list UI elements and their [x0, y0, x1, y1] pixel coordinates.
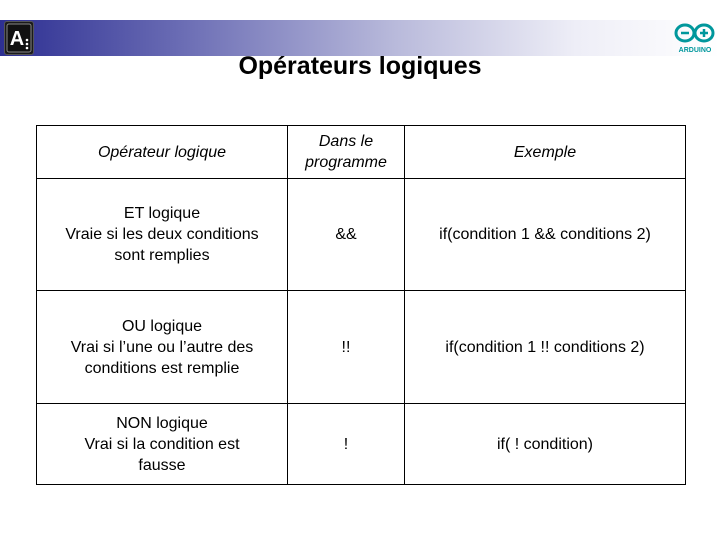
slide-title: Opérateurs logiques — [238, 52, 482, 80]
symbol-cell: ! — [288, 404, 405, 485]
header-in-program-line: Dans le — [318, 133, 374, 150]
table-row — [37, 179, 686, 291]
operator-cell — [37, 291, 288, 404]
symbol-cell: && — [288, 179, 405, 291]
operator-line: NON logique — [116, 414, 208, 432]
arduino-logo-text: ARDUINO — [678, 47, 712, 54]
header-in-program — [288, 126, 405, 179]
header-in-program-line: programme — [305, 154, 387, 171]
example-cell: if(condition 1 && conditions 2) — [405, 179, 686, 291]
table-row — [37, 291, 686, 404]
operator-cell — [37, 404, 288, 485]
header-bar — [0, 20, 720, 56]
header-example: Exemple — [405, 126, 686, 179]
operator-line: ET logique — [123, 205, 201, 222]
header-operator: Opérateur logique — [37, 126, 288, 179]
symbol-cell: !! — [288, 291, 405, 404]
operator-line: Vrai si l’une ou l’autre des — [70, 338, 254, 356]
operator-line: OU logique — [121, 317, 203, 335]
operator-line: conditions est remplie — [84, 359, 240, 377]
example-cell: if(condition 1 !! conditions 2) — [405, 291, 686, 404]
svg-text:A: A — [9, 28, 25, 50]
app-logo-icon — [4, 21, 34, 55]
example-cell: if( ! condition) — [405, 404, 686, 485]
operator-cell — [37, 179, 288, 291]
arduino-logo — [672, 20, 718, 56]
operator-line: Vrai si la condition est — [84, 435, 240, 453]
logical-operators-table — [36, 125, 686, 485]
operator-line: Vraie si les deux conditions — [65, 226, 259, 243]
operator-line: sont remplies — [114, 247, 210, 264]
operator-line: fausse — [138, 456, 186, 474]
table-row — [37, 404, 686, 485]
table-header-row — [37, 126, 686, 179]
